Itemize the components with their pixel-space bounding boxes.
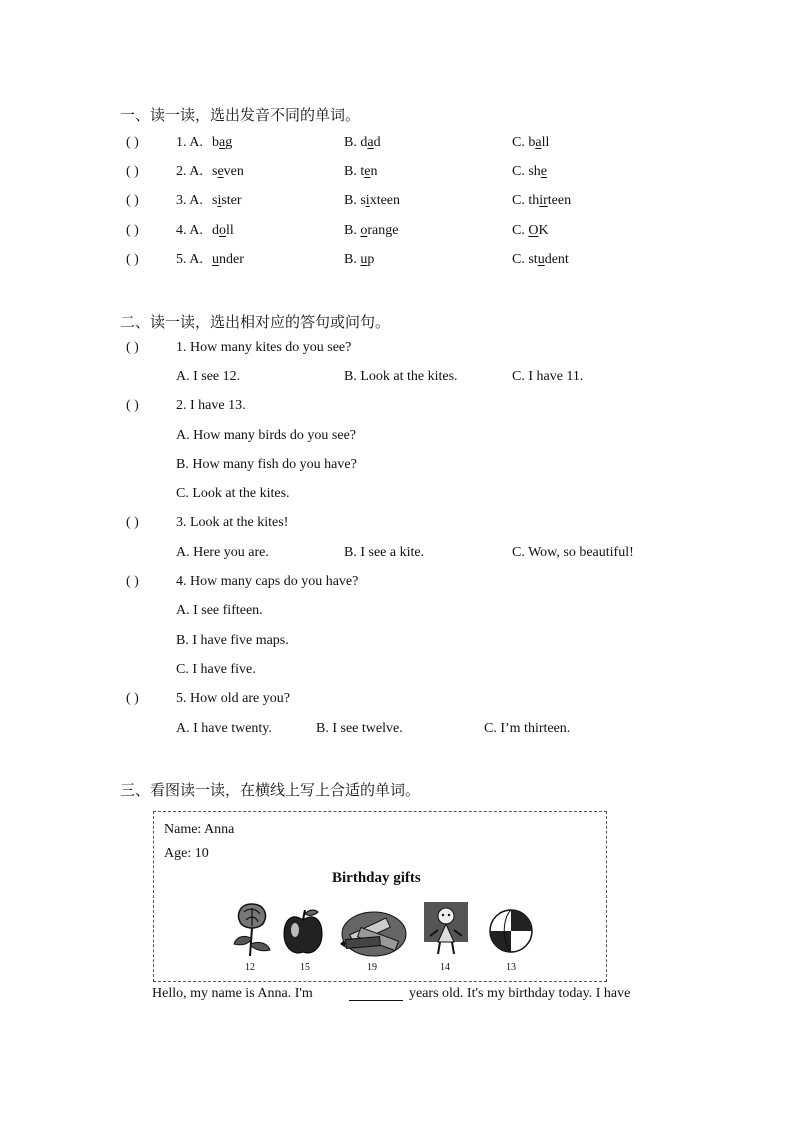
- answer-paren[interactable]: ( ): [126, 252, 139, 267]
- option-c: C. I’m thirteen.: [484, 721, 571, 736]
- word-part: ster: [221, 193, 242, 208]
- option-a: [212, 193, 242, 209]
- question-stem: 2. I have 13.: [176, 398, 246, 413]
- underlined-letters: i: [217, 193, 222, 208]
- underlined-letters: o: [360, 223, 368, 238]
- word-part: C. b: [512, 135, 536, 150]
- word-part: g: [225, 135, 233, 150]
- underlined-letters: O: [528, 223, 539, 238]
- word-part: b: [212, 135, 219, 150]
- word-part: ven: [223, 164, 244, 179]
- word-part: ll: [226, 223, 234, 238]
- answer-paren[interactable]: ( ): [126, 691, 139, 706]
- gifts-title: Birthday gifts: [332, 870, 421, 886]
- word-part: B.: [344, 223, 361, 238]
- question-stem: 5. How old are you?: [176, 691, 290, 706]
- crayons-icon: [340, 906, 408, 958]
- gift-count: 19: [367, 962, 377, 973]
- option-a: A. I have twenty.: [176, 721, 272, 736]
- option-b: [344, 252, 374, 268]
- answer-blank[interactable]: [349, 988, 403, 1001]
- word-part: d: [212, 223, 219, 238]
- answer-paren[interactable]: ( ): [126, 398, 139, 413]
- option-c: [512, 223, 549, 239]
- word-part: C.: [512, 223, 529, 238]
- option-c: C. Wow, so beautiful!: [512, 545, 634, 560]
- word-part: B. t: [344, 164, 365, 179]
- option-a: [212, 164, 244, 180]
- option-b: [344, 135, 381, 151]
- underlined-letters: o: [219, 223, 226, 238]
- option-c: [512, 193, 571, 209]
- word-part: s: [212, 164, 218, 179]
- underlined-letters: ir: [539, 193, 548, 208]
- word-part: xteen: [369, 193, 401, 208]
- underlined-letters: u: [360, 252, 368, 267]
- question-number: 3. A.: [176, 193, 203, 208]
- answer-paren[interactable]: ( ): [126, 164, 139, 179]
- question-number: 4. A.: [176, 223, 203, 238]
- word-part: K: [538, 223, 549, 238]
- word-part: d: [373, 135, 381, 150]
- underlined-letters: u: [212, 252, 219, 267]
- underlined-letters: e: [540, 164, 548, 179]
- question-stem: 3. Look at the kites!: [176, 515, 289, 530]
- option-c: [512, 252, 569, 268]
- word-part: ll: [541, 135, 550, 150]
- gift-count: 13: [506, 962, 516, 973]
- option-b: B. Look at the kites.: [344, 369, 458, 384]
- option-a: A. I see fifteen.: [176, 603, 263, 618]
- word-part: C. sh: [512, 164, 541, 179]
- doll-icon: [424, 902, 468, 958]
- rose-icon: [228, 900, 276, 958]
- option-a: A. I see 12.: [176, 369, 241, 384]
- word-part: dent: [544, 252, 569, 267]
- ball-icon: [488, 908, 534, 954]
- word-part: B. s: [344, 193, 366, 208]
- option-a: [212, 135, 232, 151]
- option-c: [512, 135, 549, 151]
- underlined-letters: a: [219, 135, 226, 150]
- word-part: C. th: [512, 193, 540, 208]
- section1-heading: 一、读一读，选出发音不同的单词。: [120, 108, 361, 124]
- answer-paren[interactable]: ( ): [126, 515, 139, 530]
- apple-icon: [282, 906, 324, 958]
- option-b: [344, 164, 377, 180]
- question-number: 5. A.: [176, 252, 203, 267]
- option-b: B. I see a kite.: [344, 545, 425, 560]
- age-line: Age: 10: [164, 846, 209, 861]
- gift-count: 15: [300, 962, 310, 973]
- answer-paren[interactable]: ( ): [126, 193, 139, 208]
- underlined-letters: a: [367, 135, 374, 150]
- word-part: B. d: [344, 135, 368, 150]
- section3-heading: 三、看图读一读，在横线上写上合适的单词。: [120, 783, 421, 799]
- option-b: B. How many fish do you have?: [176, 457, 357, 472]
- question-number: 2. A.: [176, 164, 203, 179]
- answer-paren[interactable]: ( ): [126, 574, 139, 589]
- gift-count: 14: [440, 962, 450, 973]
- question-number: 1. A.: [176, 135, 203, 150]
- option-a: [212, 223, 234, 239]
- answer-paren[interactable]: ( ): [126, 223, 139, 238]
- word-part: range: [367, 223, 399, 238]
- underlined-letters: a: [535, 135, 542, 150]
- underlined-letters: i: [365, 193, 370, 208]
- name-line: Name: Anna: [164, 822, 235, 837]
- option-a: A. How many birds do you see?: [176, 428, 357, 443]
- underlined-letters: e: [217, 164, 224, 179]
- section2-heading: 二、读一读，选出相对应的答句或问句。: [120, 315, 391, 331]
- option-c: C. Look at the kites.: [176, 486, 290, 501]
- underlined-letters: e: [364, 164, 371, 179]
- word-part: teen: [547, 193, 572, 208]
- word-part: p: [367, 252, 375, 267]
- option-c: C. I have five.: [176, 662, 256, 677]
- word-part: B.: [344, 252, 361, 267]
- option-c: [512, 164, 547, 180]
- passage-text: years old. It's my birthday today. I have: [409, 986, 631, 1001]
- option-b: B. I have five maps.: [176, 633, 289, 648]
- gift-count: 12: [245, 962, 255, 973]
- option-b: B. I see twelve.: [316, 721, 403, 736]
- question-stem: 1. How many kites do you see?: [176, 340, 352, 355]
- underlined-letters: u: [537, 252, 545, 267]
- answer-paren[interactable]: ( ): [126, 135, 139, 150]
- option-a: [212, 252, 244, 268]
- option-a: A. Here you are.: [176, 545, 269, 560]
- passage-text: Hello, my name is Anna. I'm: [152, 986, 313, 1001]
- question-stem: 4. How many caps do you have?: [176, 574, 359, 589]
- option-b: [344, 223, 398, 239]
- word-part: n: [370, 164, 378, 179]
- word-part: C. st: [512, 252, 538, 267]
- word-part: nder: [219, 252, 244, 267]
- answer-paren[interactable]: ( ): [126, 340, 139, 355]
- word-part: s: [212, 193, 218, 208]
- option-c: C. I have 11.: [512, 369, 584, 384]
- option-b: [344, 193, 400, 209]
